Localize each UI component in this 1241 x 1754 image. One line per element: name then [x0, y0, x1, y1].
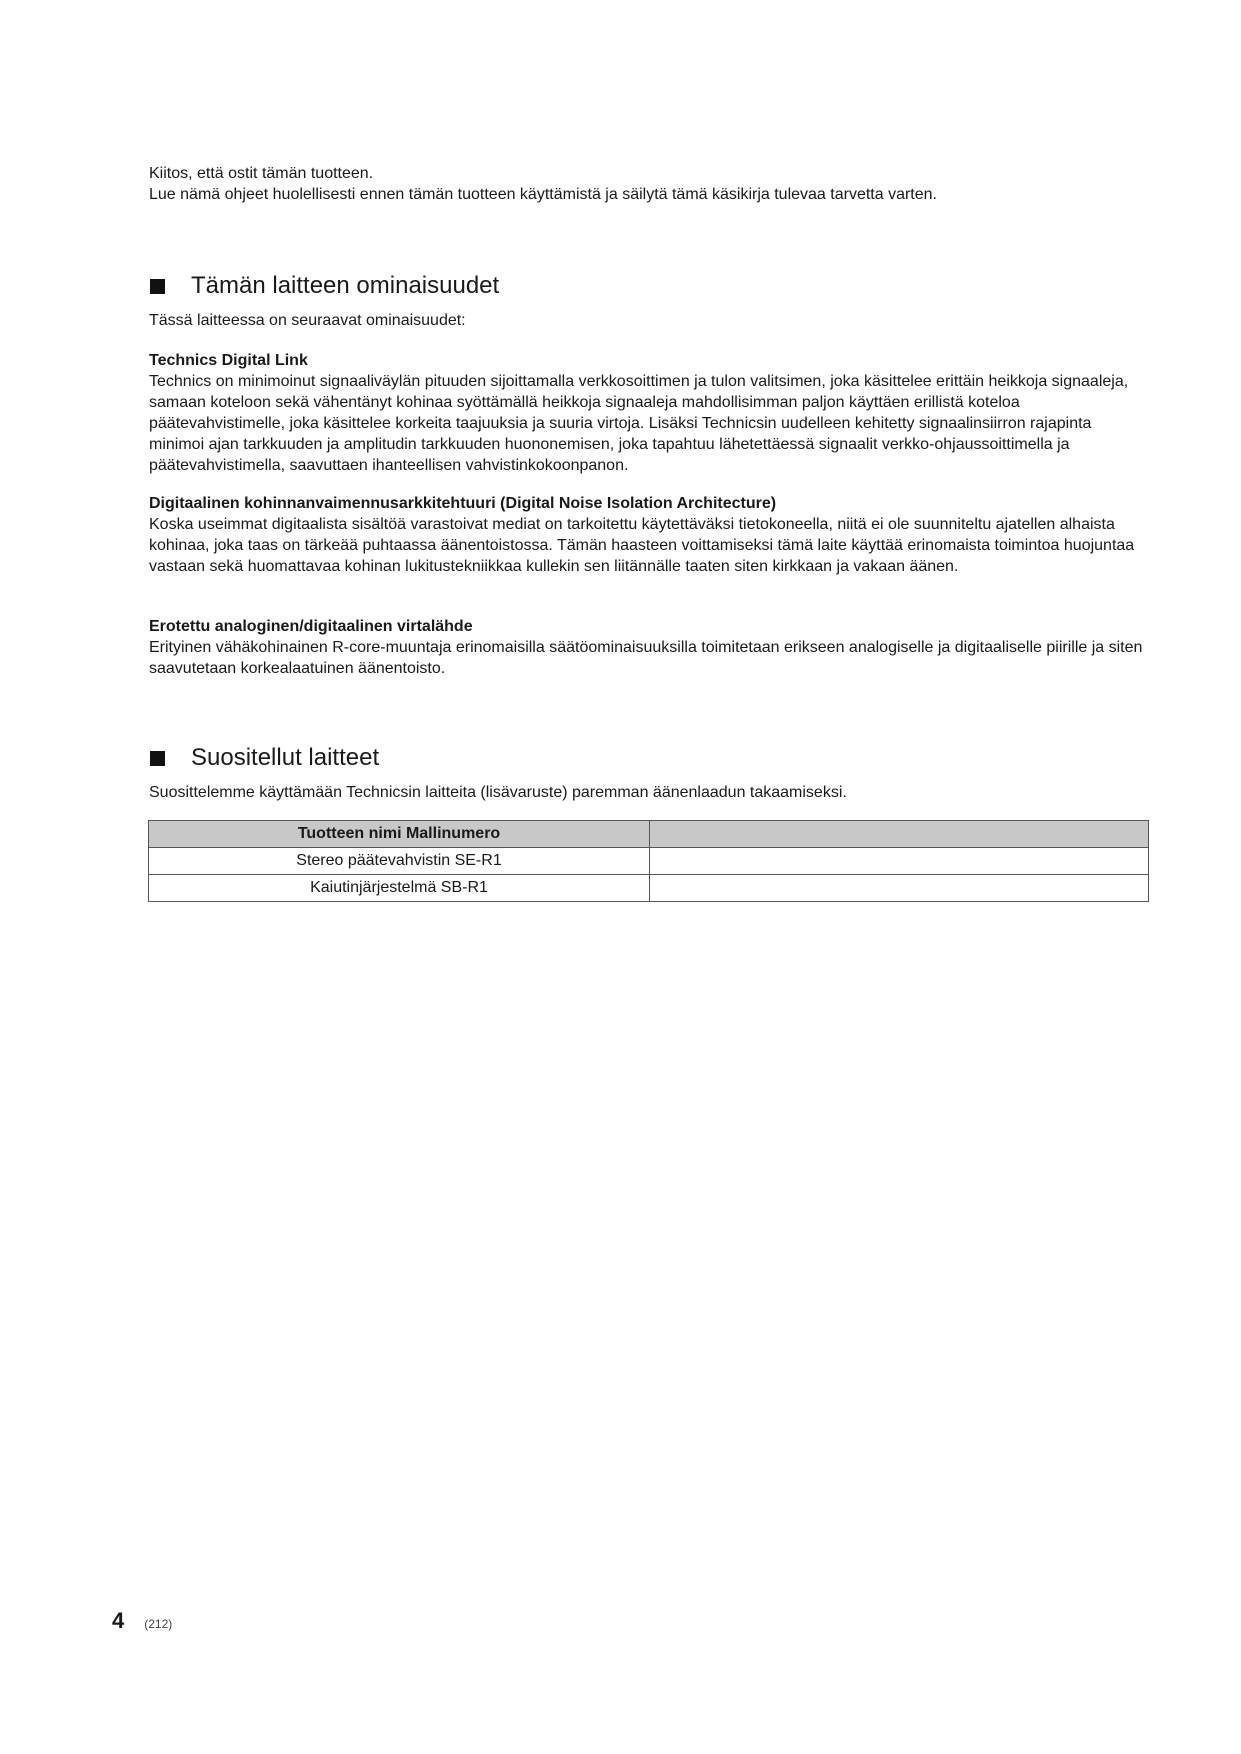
- recommended-products-table: [148, 820, 1149, 902]
- table-row: [149, 848, 1149, 875]
- intro-text: [149, 163, 1149, 205]
- feature-item: [149, 493, 1149, 577]
- feature-item: [149, 350, 1149, 476]
- feature-title: Technics Digital Link: [149, 352, 308, 369]
- page-reference: (212): [144, 1617, 173, 1631]
- intro-line-2: Lue nämä ohjeet huolellisesti ennen tämän tuotteen käyttämistä ja säilytä tämä käsikirja tulevaa tarvetta varten.: [149, 186, 937, 203]
- features-lead: Tässä laitteessa on seuraavat ominaisuudet:: [149, 312, 466, 329]
- features-heading: [150, 272, 499, 300]
- square-bullet-icon: [150, 279, 165, 294]
- page-number: 4: [112, 1608, 125, 1633]
- square-bullet-icon: [150, 751, 165, 766]
- feature-body: Erityinen vähäkohinainen R-core-muuntaja erinomaisilla säätöominaisuuksilla toimitetaan erikseen analogiselle ja digitaaliselle piirille ja siten saavutetaan korkealaatuinen äänentoisto.: [149, 639, 1143, 677]
- features-heading-text: Tämän laitteen ominaisuudet: [191, 272, 500, 299]
- table-empty-cell: [650, 848, 1149, 875]
- feature-item: [149, 616, 1149, 679]
- table-header-empty-cell: [650, 821, 1149, 848]
- table-cell: Kaiutinjärjestelmä SB-R1: [149, 875, 650, 902]
- table-header-row: [149, 821, 1149, 848]
- feature-title: Digitaalinen kohinnanvaimennusarkkitehtuuri (Digital Noise Isolation Architecture): [149, 495, 777, 512]
- feature-body: Technics on minimoinut signaaliväylän pituuden sijoittamalla verkkosoittimen ja tulon valitsimen, joka käsittelee erittäin heikkoja signaaleja, samaan koteloon sekä vähentänyt kohinaa syöttämällä heikkoja signaaleja mahdollisimman paljon käyttäen erillistä koteloa päätevahvistimelle, joka käsittelee korkeita taajuuksia ja suuria virtoja. Lisäksi Technicsin uudelleen kehitetty signaalinsiirron rajapinta minimoi ajan tarkkuuden ja amplitudin tarkkuuden huononemisen, joka tapahtuu lähetettäessä signaalit verkko-ohjaussoittimella ja päätevahvistimella, saavuttaen ihanteellisen vahvistinkokoonpanon.: [149, 373, 1129, 474]
- table-empty-cell: [650, 875, 1149, 902]
- page-footer: [112, 1608, 172, 1634]
- intro-line-1: Kiitos, että ostit tämän tuotteen.: [149, 165, 374, 182]
- recommended-heading: [150, 744, 379, 772]
- table-header-cell: Tuotteen nimi Mallinumero: [149, 821, 650, 848]
- recommended-lead: Suosittelemme käyttämään Technicsin laitteita (lisävaruste) paremman äänenlaadun takaamiseksi.: [149, 784, 847, 801]
- feature-body: Koska useimmat digitaalista sisältöä varastoivat mediat on tarkoitettu käytettäväksi tietokoneella, niitä ei ole suunniteltu ajatellen alhaista kohinaa, joka taas on tärkeää puhtaassa äänentoistossa. Tämän haasteen voittamiseksi tämä laite käyttää erinomaista toimintoa huojuntaa vastaan sekä huomattavaa kohinan lukitustekniikkaa kullekin sen liitännälle taaten siten kirkkaan ja vakaan äänen.: [149, 516, 1135, 575]
- recommended-heading-text: Suositellut laitteet: [191, 744, 380, 771]
- table-cell: Stereo päätevahvistin SE-R1: [149, 848, 650, 875]
- table-row: [149, 875, 1149, 902]
- feature-title: Erotettu analoginen/digitaalinen virtalähde: [149, 618, 473, 635]
